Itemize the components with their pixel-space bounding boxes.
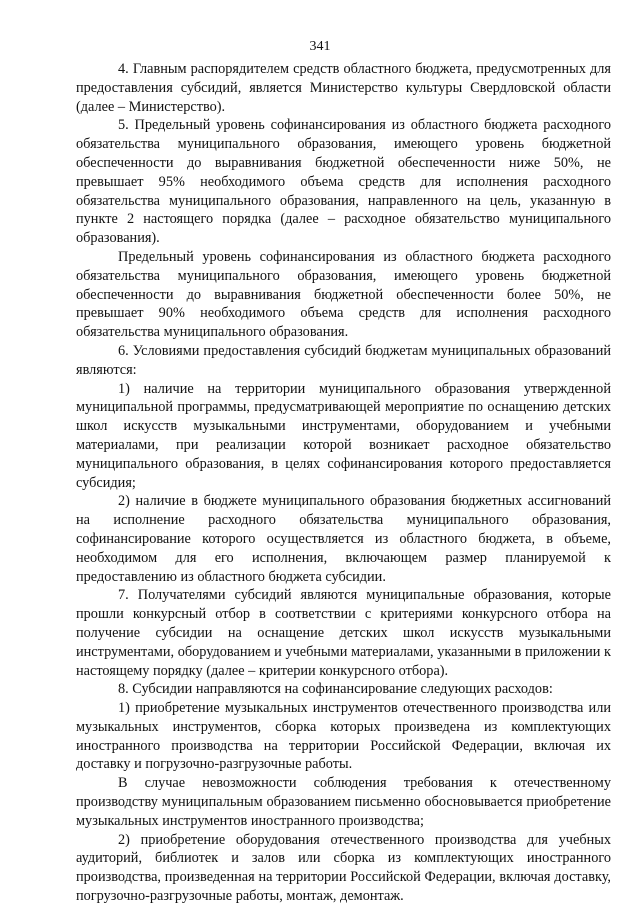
page-number: 341 xyxy=(309,39,331,54)
paragraph-item-8: 8. Субсидии направляются на софинансирование следующих расходов: xyxy=(118,681,553,698)
paragraph-item-8-sub-2: 2) приобретение оборудования отечественного производства для учебных аудиторий, библиотек и залов или сборка из комплектующих иностранного производства, произведенная на территории Российской Федерации, включая доставку, погрузочно-разгрузочные работы, монтаж, демонтаж. xyxy=(76,831,611,905)
paragraph-item-7: 7. Получателями субсидий являются муниципальные образования, которые прошли конкурсный отбор в соответствии с критериями конкурсного отбора на получение субсидии на оснащение детских школ искусств музыкальными инструментами, оборудованием и учебными материалами, указанными в приложении к настоящему порядку (далее – критерии конкурсного отбора). xyxy=(76,587,611,679)
paragraph-item-6-sub-2: 2) наличие в бюджете муниципального образования бюджетных ассигнований на исполнение расходного обязательства муниципального образования, софинансирование которого осуществляется из областного бюджета, в объеме, необходимом для его исполнения, включающем размер планируемой к предоставлению из областного бюджета субсидии. xyxy=(76,493,611,585)
paragraph-item-6: 6. Условиями предоставления субсидий бюджетам муниципальных образований являются: xyxy=(76,342,611,378)
document-body xyxy=(76,60,611,906)
paragraph-item-6-sub-1: 1) наличие на территории муниципального образования утвержденной муниципальной программы, предусматривающей мероприятие по оснащению детских школ искусств музыкальными инструментами, оборудованием и учебными материалами, при реализации которой возникает расходное обязательство муниципального образования, в целях софинансирования которого предоставляется субсидия; xyxy=(76,380,611,491)
paragraph-item-4: 4. Главным распорядителем средств областного бюджета, предусмотренных для предоставления субсидий, является Министерство культуры Свердловской области (далее – Министерство). xyxy=(76,61,611,115)
paragraph-item-8-sub-1-note: В случае невозможности соблюдения требования к отечественному производству муниципальным образованием письменно обосновывается приобретение музыкальных инструментов иностранного производства; xyxy=(76,775,611,829)
paragraph-item-8-sub-1: 1) приобретение музыкальных инструментов отечественного производства или музыкальных инструментов, сборка которых произведена из комплектующих иностранного производства на территории Российской Федерации, включая их доставку и погрузочно-разгрузочные работы. xyxy=(76,700,611,773)
paragraph-item-5-continued: Предельный уровень софинансирования из областного бюджета расходного обязательства муниципального образования, имеющего уровень бюджетной обеспеченности до выравнивания бюджетной обеспеченности более 50%, не превышает 90% необходимого объема средств для исполнения расходного обязательства муниципального образования. xyxy=(76,248,611,341)
paragraph-item-5: 5. Предельный уровень софинансирования из областного бюджета расходного обязательства муниципального образования, имеющего уровень бюджетной обеспеченности до выравнивания бюджетной обеспеченности ниже 50%, не превышает 95% необходимого объема средств для исполнения расходного обязательства муниципального образования, направленного на цель, указанную в пункте 2 настоящего порядка (далее – расходное обязательство муниципального образования). xyxy=(76,117,611,247)
